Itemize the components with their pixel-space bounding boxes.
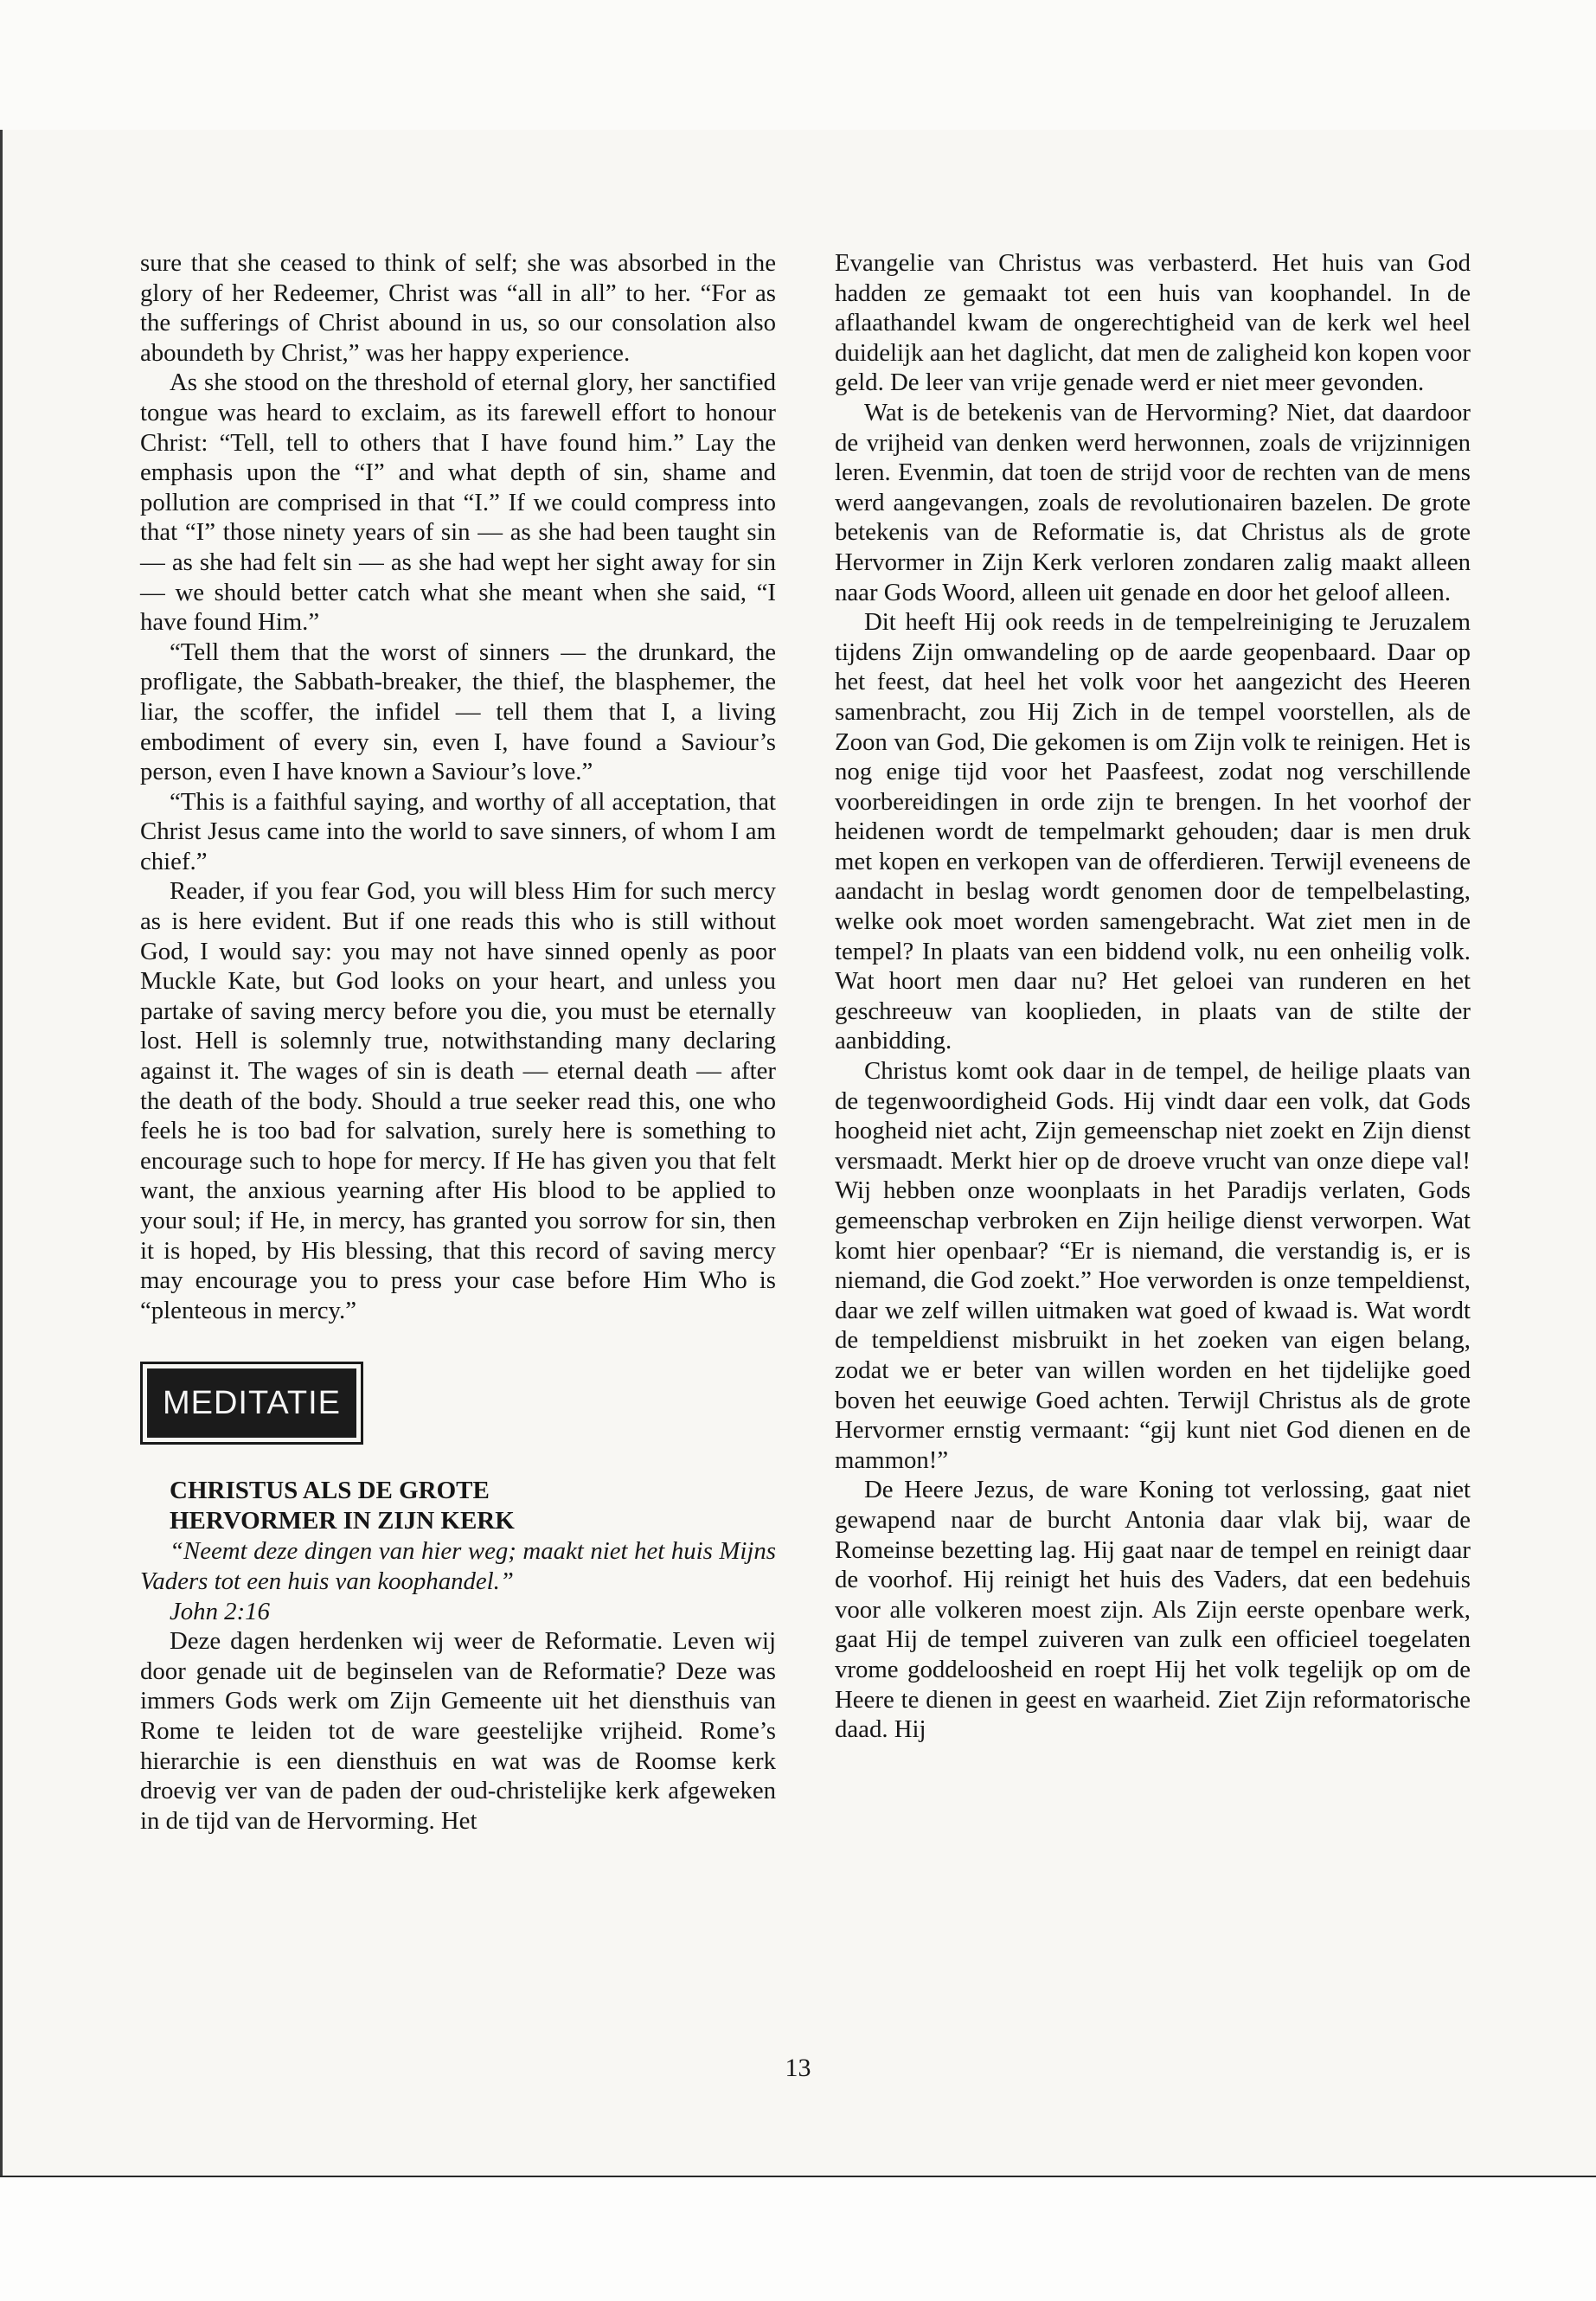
paragraph: “Tell them that the worst of sinners — the drunkard, the profligate, the Sabbath-breaker, the thief, the blasphemer, the liar, the scoffer, the infidel — tell them that I, a living embodiment of every sin, even I, have found a Saviour’s person, even I have known a Saviour’s love.” [140, 638, 776, 786]
article-title-line2: HERVORMER IN ZIJN KERK [170, 1507, 515, 1535]
paragraph: sure that she ceased to think of self; she was absorbed in the glory of her Redeemer, Christ was “all in all” to her. “For as the sufferings of Christ abound in us, so our consolation also aboundeth by Christ,” was her happy experience. [140, 249, 776, 367]
article-paragraph: Deze dagen herdenken wij weer de Reformatie. Leven wij door genade uit de beginselen van de Reformatie? Deze was immers Gods werk om Zijn Gemeente uit het diensthuis van Rome te leiden tot de ware geestelijke vrijheid. Rome’s hierarchie is een diensthuis en wat was de Roomse kerk droevig ver van de paden der oud-christelijke kerk afgeweken in de tijd van de Hervorming. Het [140, 1627, 776, 1835]
scan-bottom-margin [0, 2176, 1596, 2301]
article-title-line1: CHRISTUS ALS DE GROTE [170, 1477, 490, 1505]
scan-left-edge [0, 130, 3, 2176]
page-number: 13 [785, 2054, 811, 2082]
epigraph-reference: John 2:16 [170, 1597, 270, 1625]
paragraph: Wat is de betekenis van de Hervorming? Niet, dat daardoor de vrijheid van denken werd herwonnen, zoals de vrijzinnigen leren. Evenmin, dat toen de strijd voor de rechten van de mens werd aangevangen, zoals de revolutionairen bazelen. De grote betekenis van de Reformatie is, dat Christus als de grote Hervormer in Zijn Kerk verloren zondaren zalig maakt alleen naar Gods Woord, alleen uit genade en door het geloof alleen. [835, 398, 1471, 606]
scan-top-margin [0, 0, 1596, 130]
paragraph: Evangelie van Christus was verbasterd. Het huis van God hadden ze gemaakt tot een huis van koophandel. In de aflaathandel kwam de ongerechtigheid van de kerk wel heel duidelijk aan het daglicht, dat men de zaligheid kon kopen voor geld. De leer van vrije genade werd er niet meer gevonden. [835, 249, 1471, 397]
paragraph: Reader, if you fear God, you will bless Him for such mercy as is here evident. But if one reads this who is still without God, I would say: you may not have sinned openly as poor Muckle Kate, but God looks on your heart, and unless you partake of saving mercy before you die, you must be eternally lost. Hell is solemnly true, notwithstanding many declaring against it. The wages of sin is death — eternal death — after the death of the body. Should a true seeker read this, one who feels he is too bad for salvation, surely here is something to encourage such to hope for mercy. If He has given you that felt want, the anxious yearning after His blood to be applied to your soul; if He, in mercy, has granted you sorrow for sin, then it is hoped, by His blessing, that this record of saving mercy may encourage you to press your case before Him Who is “plenteous in mercy.” [140, 877, 776, 1324]
paragraph: “This is a faithful saying, and worthy of all acceptation, that Christ Jesus came into the world to save sinners, of whom I am chief.” [140, 787, 776, 875]
paragraph: De Heere Jezus, de ware Koning tot verlossing, gaat niet gewapend naar de burcht Antonia daar vlak bij, waar de Romeinse bezetting lag. Hij gaat naar de tempel en reinigt daar de voorhof. Hij reinigt het huis des Vaders, dat een bedehuis voor alle volkeren moest zijn. Als Zijn eerste openbare werk, gaat Hij de tempel zuiveren van zulk een officieel toegelaten vrome goddeloosheid en roept Hij het volk tegelijk op om de Heere te dienen in geest en waarheid. Ziet Zijn reformatorische daad. Hij [835, 1476, 1471, 1744]
paragraph: As she stood on the threshold of eternal glory, her sanctified tongue was heard to exclaim, as its farewell effort to honour Christ: “Tell, tell to others that I have found him.” Lay the emphasis upon the “I” and what depth of sin, shame and pollution are comprised in that “I.” If we could compress into that “I” those ninety years of sin — as she had been taught sin — as she had felt sin — as she had wept her sight away for sin — we should better catch what she meant when she said, “I have found Him.” [140, 369, 776, 637]
section-label-text: MEDITATIE [147, 1368, 356, 1438]
paragraph: Dit heeft Hij ook reeds in de tempelreiniging te Jeruzalem tijdens Zijn omwandeling op de aarde geopenbaard. Daar op het feest, dat heel het volk voor het aangezicht des Heeren samenbracht, zou Hij Zich in de tempel voorstellen, als de Zoon van God, Die gekomen is om Zijn volk te reinigen. Het is nog enige tijd voor het Paasfeest, zodat nog verschillende voorbereidingen in orde zijn te brengen. In het voorhof der heidenen wordt de tempelmarkt gehouden; daar is men druk met kopen en verkopen van de offerdieren. Terwijl eveneens de aandacht in beslag wordt genomen door de tempelbelasting, welke ook moet worden samengebracht. Wat ziet men in de tempel? In plaats van een biddend volk, nu een onheilig volk. Wat hoort men daar nu? Het geloei van runderen en het geschreeuw van kooplieden, in plaats van de stilte der aanbidding. [835, 608, 1471, 1055]
left-column [140, 248, 776, 1836]
epigraph: “Neemt deze dingen van hier weg; maakt niet het huis Mijns Vaders tot een huis van koophandel.” [140, 1537, 776, 1595]
meditatie-section-label [140, 1362, 363, 1445]
paragraph: Christus komt ook daar in de tempel, de heilige plaats van de tegenwoordigheid Gods. Hij vindt daar een volk, dat Gods hoogheid niet acht, Zijn gemeenschap niet zoekt en Zijn dienst versmaadt. Merkt hier op de droeve vrucht van onze diepe val! Wij hebben onze woonplaats in het Paradijs verlaten, Gods gemeenschap verbroken en Zijn heilige dienst verworpen. Wat komt hier openbaar? “Er is niemand, die verstandig is, er is niemand, die God zoekt.” Hoe verworden is onze tempeldienst, daar we zelf willen uitmaken wat goed of kwaad is. Wat wordt de tempeldienst misbruikt in het zoeken van eigen belang, zodat we er beter van willen worden en het tijdelijke goed boven het eeuwige Goed achten. Terwijl Christus als de grote Hervormer ernstig vermaant: “gij kunt niet God dienen en de mammon!” [835, 1057, 1471, 1474]
right-column [835, 248, 1471, 1745]
